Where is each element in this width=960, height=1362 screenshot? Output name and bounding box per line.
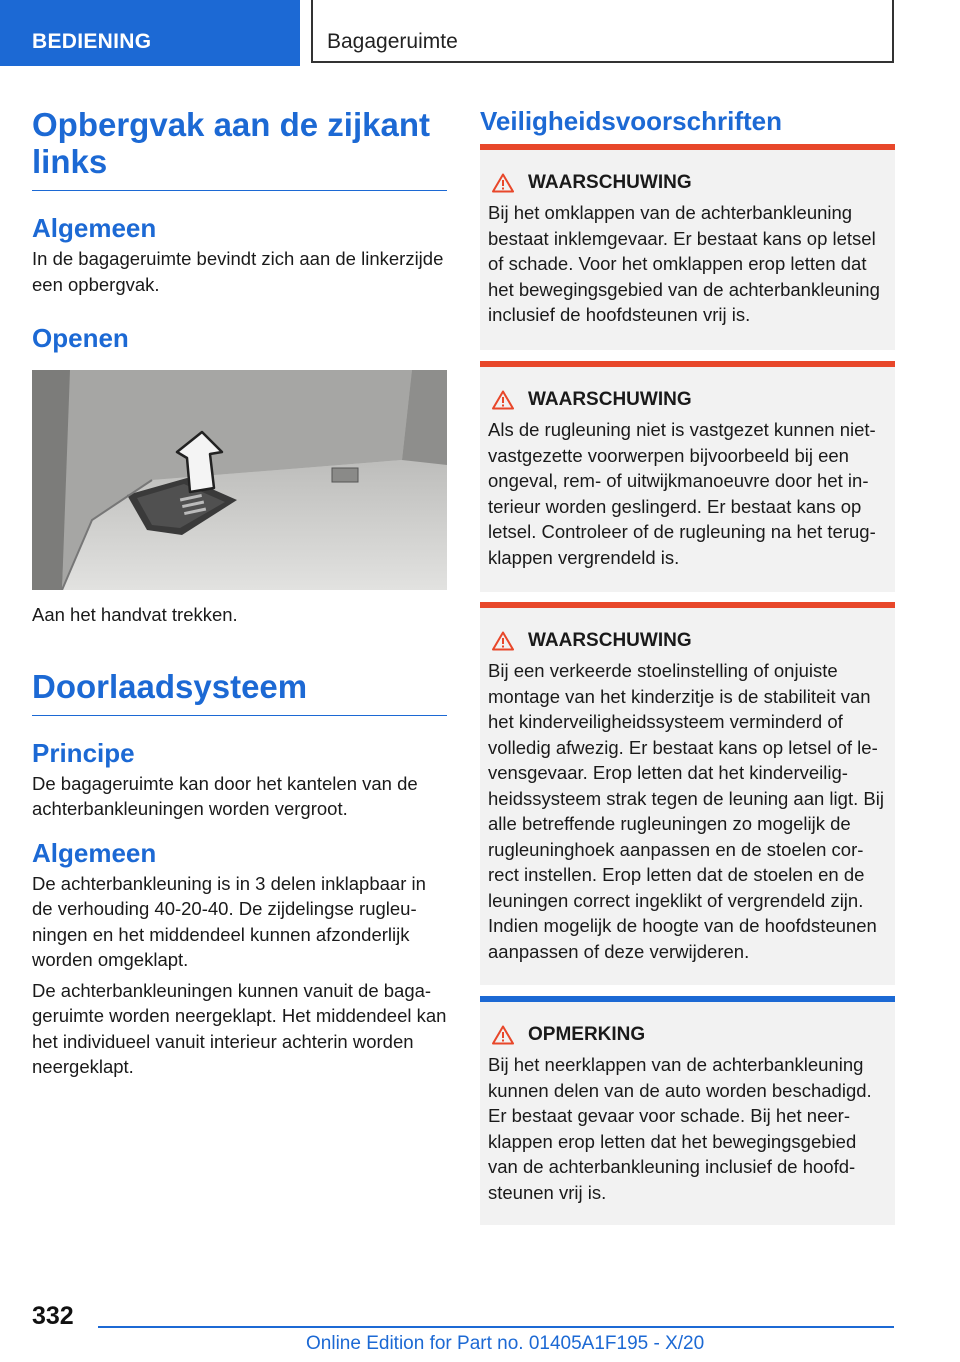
warning-label-2: WAARSCHUWING — [528, 389, 692, 410]
photo-caption: Aan het handvat trekken. — [32, 604, 238, 625]
paragraph-algemeen-1: In de bagageruimte bevindt zich aan de linkerzijde een opbergvak. — [32, 248, 444, 295]
right-column — [480, 106, 895, 1203]
trunk-illustration — [32, 370, 447, 590]
heading-veiligheidsvoorschriften: Veiligheidsvoorschriften — [480, 106, 782, 136]
warning-title-3 — [488, 630, 887, 652]
warning-triangle-icon — [492, 631, 514, 651]
page-number: 332 — [32, 1302, 74, 1330]
warning-text-2: Als de rugleuning niet is vastgezet kunnen niet-vastgezette voorwerpen bijvoorbeeld bij een ongeval, rem- of uitwijkmanoeuvre door het interieur worden geslingerd. Er bestaat kans op letsel. Controleer of de rugleuning na het terugklappen vergrendeld is. — [488, 419, 876, 568]
footer-divider — [98, 1326, 894, 1328]
section-tab — [0, 0, 300, 66]
left-column — [32, 106, 447, 1080]
warning-triangle-icon — [492, 1025, 514, 1045]
storage-compartment-photo — [32, 370, 447, 590]
heading-algemeen-2: Algemeen — [32, 837, 157, 868]
heading-principe: Principe — [32, 737, 135, 768]
footer-edition: Online Edition for Part no. 01405A1F195 - X/20 — [306, 1333, 705, 1354]
warning-label-1: WAARSCHUWING — [528, 172, 692, 193]
section-label: BEDIENING — [32, 30, 152, 53]
notice-label-4: OPMERKING — [528, 1024, 646, 1045]
section-title-opbergvak: Opbergvak aan de zijkant links — [32, 106, 447, 191]
warning-text-1: Bij het omklappen van de achterbankleuning bestaat inklemgevaar. Er bestaat kans op letsel of schade. Voor het omklappen erop letten dat het bewegingsgebied van de achterbankleuning inclusief de hoofdsteunen vrij is. — [488, 202, 880, 325]
warning-triangle-icon — [492, 173, 514, 193]
paragraph-algemeen-2b: De achterbankleuningen kunnen vanuit de bagageruimte worden neergeklapt. Het middendeel kan het individueel vanuit interieur achterin worden neergeklapt. — [32, 979, 447, 1077]
topic-tab — [311, 0, 894, 63]
warning-title-2 — [488, 389, 887, 411]
warning-box-1 — [480, 144, 895, 350]
section-title-doorlaadsysteem: Doorlaadsysteem — [32, 668, 447, 716]
warning-box-2 — [480, 361, 895, 592]
warning-label-3: WAARSCHUWING — [528, 630, 692, 651]
paragraph-principe: De bagageruimte kan door het kantelen van de achterbankleuningen worden vergroot. — [32, 772, 418, 819]
heading-openen: Openen — [32, 323, 129, 353]
warning-triangle-icon — [492, 390, 514, 410]
warning-title-1 — [488, 172, 887, 194]
topic-label: Bagageruimte — [327, 30, 458, 53]
notice-text-4: Bij het neerklappen van de achterbankleuning kunnen delen van de auto worden beschadigd. Er bestaat gevaar voor schade. Bij het neerklappen erop letten dat het bewegingsgebied van de achterbankleuning inclusief de hoofdsteunen vrij is. — [488, 1054, 872, 1203]
notice-title-4 — [488, 1024, 887, 1046]
paragraph-algemeen-2a: De achterbankleuning is in 3 delen inklapbaar in de verhouding 40-20-40. De zijdelingse rugleuningen en het middendeel kunnen afzonderlijk worden omgeklapt. — [32, 872, 426, 970]
warning-box-3 — [480, 602, 895, 985]
warning-text-3: Bij een verkeerde stoelinstelling of onjuiste montage van het kinderzitje is de stabiliteit van het kinderveiligheidssysteem verminderd of volledig afwezig. Er bestaat kans op letsel of levensgevaar. Erop letten dat het kinderveiligheidssysteem strak tegen de leuning aan ligt. Bij alle betreffende rugleuningen zo mogelijk de rugleuninghoek aanpassen en de stoelen correct instellen. Erop letten dat de stoelen en de leuningen correct ingeklikt of vergrendeld zijn. Indien mogelijk de hoogte van de hoofdsteunen aanpassen of deze verwijderen. — [488, 660, 884, 962]
notice-box-4 — [480, 996, 895, 1225]
heading-algemeen-1: Algemeen — [32, 213, 157, 243]
